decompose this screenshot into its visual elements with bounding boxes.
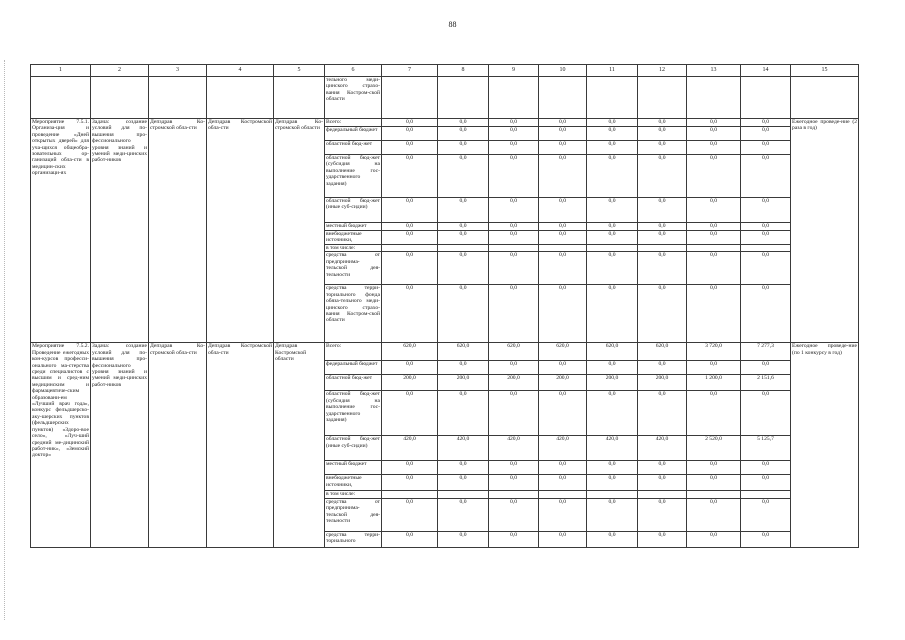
funding-value: 0,0 [687,198,741,223]
co-executor: Депздрав Костромской обла-сти [207,119,274,343]
funding-value [741,245,791,252]
funding-value: 0,0 [382,361,438,375]
funding-value: 0,0 [741,252,791,285]
funding-value: 0,0 [741,119,791,127]
funding-value: 0,0 [438,252,489,285]
funding-value: 0,0 [638,127,687,141]
funding-value: 0,0 [489,391,539,436]
funding-value: 0,0 [382,391,438,436]
column-number: 11 [587,65,638,77]
funding-value [382,491,438,498]
funding-value: 620,0 [587,343,638,361]
funding-value: 620,0 [382,343,438,361]
funding-value: 0,0 [489,127,539,141]
funding-value: 0,0 [587,155,638,198]
funding-value: 0,0 [539,531,587,547]
column-number: 10 [539,65,587,77]
funding-value [638,245,687,252]
funding-value: 0,0 [539,155,587,198]
funding-value: 0,0 [741,155,791,198]
funding-value: 0,0 [741,498,791,531]
column-number: 13 [687,65,741,77]
funding-value: 0,0 [638,119,687,127]
funding-value: 7 277,3 [741,343,791,361]
funding-value [539,491,587,498]
funding-source: средства терри-ториального фонда обяза-тельного меди-цинского страхо-вания Костром-ской области [325,285,382,343]
funding-value: 0,0 [539,252,587,285]
funding-value: 5 125,7 [741,436,791,461]
funding-value: 0,0 [382,141,438,155]
funding-source: Всего: [325,343,382,361]
funding-source: областной бюд-жет (субсидия на выполнение гос-ударственного задания) [325,391,382,436]
funding-value: 0,0 [687,141,741,155]
funding-source: областной бюд-жет [325,375,382,391]
funding-value [489,491,539,498]
funding-value: 0,0 [687,252,741,285]
column-number: 9 [489,65,539,77]
funding-value: 0,0 [539,361,587,375]
funding-value: 620,0 [438,343,489,361]
budget-table [30,64,859,548]
funding-value: 0,0 [687,127,741,141]
funding-value: 0,0 [438,231,489,245]
funding-value: 200,0 [539,375,587,391]
funding-value: 0,0 [587,198,638,223]
funding-source: внебюджетные источники, [325,475,382,491]
column-number: 4 [207,65,274,77]
funding-value: 0,0 [741,198,791,223]
funding-value: 0,0 [489,155,539,198]
funding-value: 0,0 [382,198,438,223]
funding-value: 420,0 [382,436,438,461]
funding-value: 0,0 [587,285,638,343]
funding-value: 0,0 [438,223,489,231]
event-name: Мероприятие 7.5.1. Организа-ция и проведение «Дней открытых дверей» для уча-щихся общеобра-зовательных ор-ганизаций обла-сти в медицин-ских организаци-ях [31,119,91,343]
funding-value: 0,0 [638,252,687,285]
funding-value: 0,0 [741,141,791,155]
funding-value: 2 520,0 [687,436,741,461]
funding-value: 0,0 [587,223,638,231]
column-number: 14 [741,65,791,77]
funding-value: 0,0 [638,361,687,375]
event-note: Ежегодное проведе-ние (по 1 конкурсу в год) [791,343,859,547]
funding-value: 0,0 [539,461,587,475]
funding-value: 0,0 [687,391,741,436]
funding-value: 620,0 [638,343,687,361]
funding-value: 200,0 [638,375,687,391]
event-name: Мероприятие 7.5.2. Проведение ежегодных кон-курсов професси-онального ма-стерства среди специалистов с высшим и сред-ним медицинским и фармацевтиче-ским образовани-ем «Лучший врач года», конкурс фельдшерско-аку-шерских пунктов (фельдшерских пунктов) «Здоро-вое село», «Луч-ший средний ме-дицинский работ-ник», «Земский доктор» [31,343,91,547]
funding-value: 0,0 [638,223,687,231]
funding-value: 0,0 [539,498,587,531]
column-number: 12 [638,65,687,77]
funding-value: 0,0 [489,285,539,343]
funding-value: 620,0 [489,343,539,361]
funding-value: 420,0 [539,436,587,461]
funding-value: 0,0 [539,391,587,436]
funding-value: 0,0 [438,461,489,475]
funding-value: 0,0 [489,361,539,375]
binding-edge [4,60,5,620]
funding-value: 0,0 [438,285,489,343]
funding-value: 0,0 [687,461,741,475]
funding-source: федеральный бюджет [325,361,382,375]
funding-value: 200,0 [489,375,539,391]
carry-over-row [31,77,859,119]
page-number: 88 [448,20,457,29]
responsible-executor: Депздрав Ко-стромской обла-сти [149,119,207,343]
funding-value [741,491,791,498]
funding-value: 0,0 [539,231,587,245]
funding-value: 0,0 [489,531,539,547]
funding-value: 200,0 [382,375,438,391]
funding-value: 0,0 [382,155,438,198]
funding-value: 2 151,6 [741,375,791,391]
funding-value: 0,0 [539,127,587,141]
carry-over-source: тельного меди-цинского страхо-вания Костром-ской области [325,77,382,119]
funding-source: в том числе: [325,245,382,252]
column-number: 2 [91,65,149,77]
funding-source: местный бюджет [325,223,382,231]
funding-value: 0,0 [489,119,539,127]
event-note: Ежегодное проведе-ние (2 раза в год) [791,119,859,343]
funding-value: 420,0 [438,436,489,461]
funding-value: 0,0 [382,119,438,127]
funding-value [489,245,539,252]
funding-row [31,119,859,127]
funding-source: средства от предпринима-тельской дея-тельности [325,498,382,531]
funding-source: областной бюд-жет (иные суб-сидии) [325,436,382,461]
funding-value: 0,0 [638,141,687,155]
column-number: 3 [149,65,207,77]
funding-value: 0,0 [539,141,587,155]
funding-source: внебюджетные источники, [325,231,382,245]
funding-value: 0,0 [587,461,638,475]
funding-value: 620,0 [539,343,587,361]
funding-value: 0,0 [489,198,539,223]
column-number: 5 [274,65,325,77]
funding-value: 0,0 [382,475,438,491]
funding-value: 0,0 [638,461,687,475]
funding-value: 200,0 [587,375,638,391]
funding-value: 0,0 [382,231,438,245]
funding-value: 0,0 [587,231,638,245]
funding-value [438,491,489,498]
funding-value: 0,0 [587,531,638,547]
funding-value: 0,0 [382,498,438,531]
funding-value: 0,0 [489,141,539,155]
funding-value: 0,0 [687,498,741,531]
funding-value: 0,0 [587,475,638,491]
funding-value: 0,0 [587,391,638,436]
funding-value: 0,0 [489,223,539,231]
funding-value [687,245,741,252]
funding-source: местный бюджет [325,461,382,475]
funding-value: 0,0 [382,531,438,547]
co-executor: Депздрав Костромской обла-сти [207,343,274,547]
funding-value: 0,0 [539,119,587,127]
funding-value: 0,0 [638,231,687,245]
participant: Депздрав Ко-стромской области [274,119,325,343]
funding-value: 0,0 [438,141,489,155]
funding-value [587,245,638,252]
funding-value: 0,0 [438,475,489,491]
event-task: Задача: создание условий для по-вышения про-фессионального уровня знаний и умений меди-цинских работ-ников [91,343,149,547]
funding-value: 1 200,0 [687,375,741,391]
funding-value: 0,0 [539,198,587,223]
funding-value: 0,0 [587,361,638,375]
funding-source: средства терри-ториального [325,531,382,547]
funding-value: 0,0 [741,127,791,141]
funding-value: 0,0 [741,223,791,231]
funding-value [438,245,489,252]
column-number: 6 [325,65,382,77]
funding-value: 0,0 [687,155,741,198]
funding-source: федеральный бюджет [325,127,382,141]
funding-source: средства от предпринима-тельской дея-тельности [325,252,382,285]
funding-value: 0,0 [687,361,741,375]
funding-value: 0,0 [438,127,489,141]
funding-value: 420,0 [489,436,539,461]
funding-value: 0,0 [687,231,741,245]
column-number: 7 [382,65,438,77]
funding-value: 0,0 [382,223,438,231]
funding-value [638,491,687,498]
funding-value: 200,0 [438,375,489,391]
funding-value: 0,0 [382,461,438,475]
funding-value [539,245,587,252]
funding-source: областной бюд-жет [325,141,382,155]
funding-value: 0,0 [438,391,489,436]
funding-source: областной бюд-жет (субсидия на выполнение гос-ударственного задания) [325,155,382,198]
funding-value: 0,0 [687,119,741,127]
column-number: 8 [438,65,489,77]
column-number: 15 [791,65,859,77]
participant: Депздрав Костромской области [274,343,325,547]
funding-value: 0,0 [489,498,539,531]
funding-value: 0,0 [489,475,539,491]
funding-value: 0,0 [382,127,438,141]
funding-value: 0,0 [587,127,638,141]
funding-value: 0,0 [638,531,687,547]
funding-source: областной бюд-жет (иные суб-сидии) [325,198,382,223]
funding-source: в том числе: [325,491,382,498]
funding-value: 0,0 [741,531,791,547]
funding-value: 0,0 [438,361,489,375]
funding-value: 0,0 [638,198,687,223]
funding-row [31,343,859,361]
funding-value: 3 720,0 [687,343,741,361]
funding-value: 0,0 [438,498,489,531]
funding-value: 0,0 [539,475,587,491]
funding-value: 0,0 [741,231,791,245]
funding-value: 0,0 [539,223,587,231]
funding-value: 0,0 [638,155,687,198]
funding-value: 0,0 [741,361,791,375]
funding-value: 0,0 [741,475,791,491]
funding-value: 0,0 [489,461,539,475]
funding-value: 0,0 [587,498,638,531]
funding-value: 0,0 [687,285,741,343]
funding-value: 0,0 [587,119,638,127]
funding-value: 420,0 [638,436,687,461]
funding-value: 0,0 [539,285,587,343]
funding-value: 0,0 [489,252,539,285]
funding-value: 0,0 [438,119,489,127]
funding-value: 0,0 [587,141,638,155]
funding-value: 0,0 [741,391,791,436]
funding-source: Всего: [325,119,382,127]
column-number-row [31,65,859,77]
funding-value: 0,0 [438,155,489,198]
funding-value: 0,0 [638,475,687,491]
funding-value [687,491,741,498]
responsible-executor: Депздрав Ко-стромской обла-сти [149,343,207,547]
funding-value: 420,0 [587,436,638,461]
column-number: 1 [31,65,91,77]
funding-value: 0,0 [382,285,438,343]
funding-value: 0,0 [638,498,687,531]
funding-value [382,245,438,252]
funding-value: 0,0 [489,231,539,245]
funding-value: 0,0 [438,531,489,547]
funding-value: 0,0 [741,285,791,343]
funding-value: 0,0 [438,198,489,223]
funding-value: 0,0 [687,223,741,231]
funding-value: 0,0 [687,531,741,547]
funding-value: 0,0 [587,252,638,285]
funding-value: 0,0 [687,475,741,491]
funding-value: 0,0 [638,391,687,436]
funding-value: 0,0 [741,461,791,475]
funding-value: 0,0 [638,285,687,343]
funding-value [587,491,638,498]
event-task: Задача: создание условий для по-вышения про-фессионального уровня знаний и умений меди-цинских работ-ников [91,119,149,343]
funding-value: 0,0 [382,252,438,285]
